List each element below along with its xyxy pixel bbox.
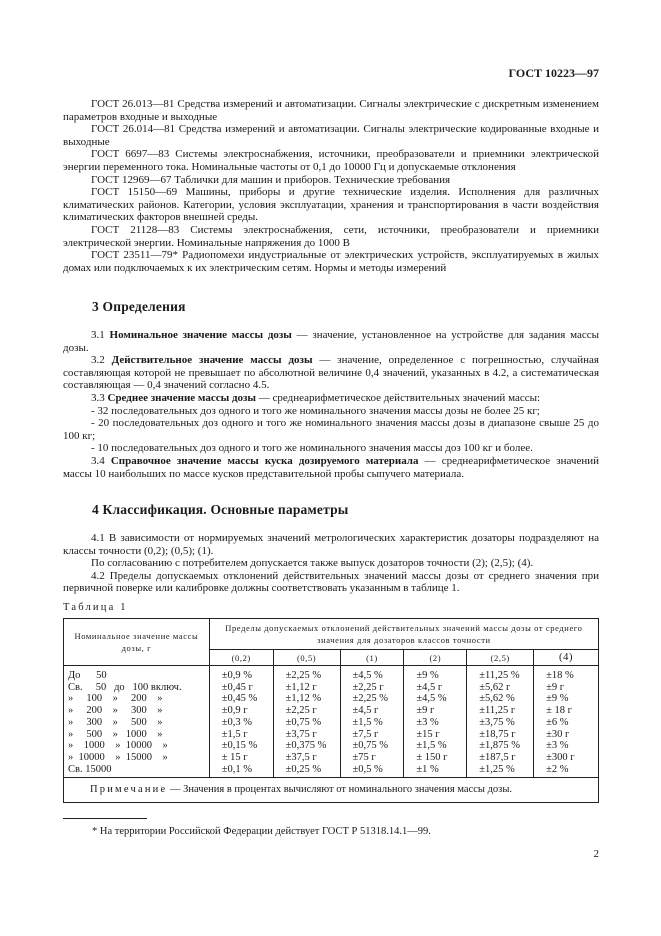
reference-item: ГОСТ 23511—79* Радиопомехи индустриальные от электрических устройств, эксплуатируемых в жилых домах или подключаемых к их электрическим сетям. Нормы и методы измерений [63, 249, 599, 274]
value-cell: ±1,25 % [479, 763, 515, 775]
value-cell: ± 18 г [546, 705, 572, 717]
value-cell: ±300 г [546, 751, 575, 763]
value-cell: ±7,5 г [352, 728, 379, 740]
value-cell: ±3 % [416, 716, 439, 728]
table-row: » 10000 » 15000 » [68, 751, 168, 763]
reference-item: ГОСТ 21128—83 Системы электроснабжения, сети, источники, преобразователи и приемники электрической энергии. Номинальные напряжения до 1000 В [63, 223, 599, 249]
value-cell: ±9 % [546, 693, 569, 705]
list-item: - 32 последовательных доз одного и того же номинального значения массы дозы не более 25 кг; [91, 404, 540, 417]
list-item: - 10 последовательных доз одного и того же номинального значения массы доз 100 кг и более. [91, 442, 533, 455]
value-cell: ±3,75 г [285, 728, 317, 740]
definition-3-3 [63, 392, 599, 405]
class-0-2-values [209, 666, 273, 778]
table-row: Св. 15000 [68, 763, 112, 775]
nominal-mass-cell [64, 666, 210, 778]
definition-3-2 [63, 354, 599, 392]
value-cell: ±4,5 г [352, 705, 379, 717]
paragraph-4-2: 4.2 Пределы допускаемых отклонений действительных значений массы дозы от среднего значения при первичной поверке или калибровке должны соответствовать указанным в таблице 1. [63, 569, 599, 595]
value-cell: ±9 г [416, 705, 435, 717]
value-cell: ±0,3 % [221, 716, 253, 728]
definition-text: — значение, установленное на устройстве для задания массы дозы. [63, 329, 600, 354]
table-row: » 200 » 300 » [68, 705, 163, 717]
value-cell: ± 15 г [221, 751, 248, 763]
value-cell: ±5,62 % [479, 693, 515, 705]
value-cell: ±0,9 г [221, 705, 248, 717]
class-2-5-values [467, 666, 534, 778]
value-cell: ±1,5 % [352, 716, 383, 728]
definition-text: — среднеарифметическое действительных значений массы: [256, 391, 541, 404]
footnote: * На территории Российской Федерации действует ГОСТ Р 51318.14.1—99. [92, 826, 431, 837]
class-4-values [534, 666, 599, 778]
footnote-divider [63, 818, 147, 819]
table-header-row [64, 619, 599, 650]
table-row: » 100 » 200 » [68, 693, 163, 705]
table-row: Св. 50 до 100 включ. [68, 681, 182, 693]
value-cell: ±2,25 % [285, 670, 322, 681]
paragraph-4-1-note: По согласованию с потребителем допускается также выпуск дозаторов точности (2); (2,5); (4). [91, 557, 534, 570]
table-row: » 500 » 1000 » [68, 728, 163, 740]
table-label: Таблица 1 [63, 602, 128, 613]
value-cell: ±0,25 % [285, 763, 322, 775]
class-header: (4) [534, 650, 599, 666]
value-cell: ±0,45 г [221, 681, 253, 693]
section-4-title: 4 Классификация. Основные параметры [92, 502, 349, 517]
value-cell: ±18 % [546, 670, 574, 681]
table-body-row [64, 666, 599, 778]
class-0-5-values [273, 666, 340, 778]
note-label: Примечание [90, 784, 168, 796]
clause-number: 3.3 [91, 391, 108, 404]
value-cell: ±0,9 % [221, 670, 253, 681]
value-cell: ±1,5 г [221, 728, 248, 740]
value-cell: ±5,62 г [479, 681, 511, 693]
value-cell: ±1,12 г [285, 681, 317, 693]
value-cell: ±0,75 % [352, 740, 389, 752]
defined-term: Действительное значение массы дозы [111, 354, 313, 367]
reference-item: ГОСТ 26.014—81 Средства измерений и автоматизации. Сигналы электрические кодированные входные и выходные [63, 123, 599, 148]
value-cell: ±75 г [352, 751, 376, 763]
reference-item: ГОСТ 12969—67 Таблички для машин и приборов. Технические требования [91, 173, 451, 186]
value-cell: ±18,75 г [479, 728, 516, 740]
class-2-values [404, 666, 467, 778]
defined-term: Среднее значение массы дозы [107, 391, 257, 404]
value-cell: ± 150 г [416, 751, 448, 763]
paragraph-4-1: 4.1 В зависимости от нормируемых значений метрологических характеристик дозаторы подразделяют на классы точности (0,2); (0,5); (1). [63, 532, 599, 557]
section-3-title: 3 Определения [92, 299, 186, 314]
definition-3-1 [63, 329, 599, 354]
tolerance-table [63, 618, 599, 803]
value-cell: ±2,25 г [285, 705, 317, 717]
value-cell: ±37,5 г [285, 751, 317, 763]
class-header: (2) [404, 650, 467, 666]
document-code-header: ГОСТ 10223—97 [508, 66, 599, 80]
value-cell: ±0,375 % [285, 740, 327, 752]
value-cell: ±3 % [546, 740, 569, 752]
table-row: » 300 » 500 » [68, 716, 163, 728]
value-cell: ±1,5 % [416, 740, 447, 752]
value-cell: ±11,25 % [479, 670, 520, 681]
class-header: (2,5) [467, 650, 534, 666]
reference-item: ГОСТ 26.013—81 Средства измерений и автоматизации. Сигналы электрические с дискретным изменением параметров входные и выходные [63, 98, 599, 123]
value-cell: ±2 % [546, 763, 569, 775]
value-cell: ±9 % [416, 670, 439, 681]
tolerance-group-header: Пределы допускаемых отклонений действительных значений массы дозы от среднего значения для дозаторов классов точности [209, 619, 598, 650]
value-cell: ±4,5 г [416, 681, 443, 693]
page-number: 2 [593, 848, 599, 860]
value-cell: ±0,1 % [221, 763, 253, 775]
clause-number: 3.2 [91, 354, 112, 367]
value-cell: ±0,15 % [221, 740, 258, 752]
table-note-row [64, 778, 599, 803]
value-cell: ±3,75 % [479, 716, 515, 728]
nominal-mass-column-header: Номинальное значение массы дозы, г [64, 619, 210, 666]
table-note [64, 778, 599, 803]
reference-item: ГОСТ 6697—83 Системы электроснабжения, источники, преобразователи и приемники электрической энергии переменного тока. Номинальные частоты от 0,1 до 10000 Гц и допускаемые отклонения [63, 148, 599, 173]
value-cell: ±4,5 % [416, 693, 447, 705]
table-row: » 1000 » 10000 » [68, 740, 168, 752]
value-cell: ±9 г [546, 681, 565, 693]
class-1-values [340, 666, 404, 778]
list-item: - 20 последовательных доз одного и того же номинального значения массы дозы в диапазоне свыше 25 до 100 кг; [63, 417, 599, 442]
clause-number: 3.1 [91, 329, 110, 341]
value-cell: ±1,875 % [479, 740, 521, 752]
value-cell: ±187,5 г [479, 751, 516, 763]
section-3-body [63, 329, 599, 480]
reference-item: ГОСТ 15150—69 Машины, приборы и другие технические изделия. Исполнения для различных климатических районов. Категории, условия эксплуатации, хранения и транспортирования в части воздействия климатических факторов внешней среды. [63, 186, 599, 224]
clause-number: 3.4 [91, 454, 111, 467]
defined-term: Номинальное значение массы дозы [109, 329, 292, 341]
value-cell: ±0,75 % [285, 716, 322, 728]
value-cell: ±4,5 % [352, 670, 383, 681]
value-cell: ±1,12 % [285, 693, 322, 705]
note-text: — Значения в процентах вычисляют от номинального значения массы дозы. [167, 784, 513, 796]
value-cell: ±30 г [546, 728, 570, 740]
class-header: (1) [340, 650, 404, 666]
value-cell: ±2,25 г [352, 681, 384, 693]
value-cell: ±1 % [416, 763, 439, 775]
value-cell: ±6 % [546, 716, 569, 728]
section-4-body [63, 532, 599, 595]
value-cell: ±0,45 % [221, 693, 258, 705]
definition-text: — значение, определенное с погрешностью, случайная составляющая которой не превышает по абсолютной величине 0,4 значений, указанных в 4.2, а систематическая составляющая — 0,4 значений согласно 4.5. [63, 354, 599, 392]
class-header: (0,5) [273, 650, 340, 666]
normative-references [63, 98, 599, 274]
class-header: (0,2) [209, 650, 273, 666]
value-cell: ±2,25 % [352, 693, 389, 705]
value-cell: ±15 г [416, 728, 440, 740]
table-row: До 50 [68, 670, 107, 681]
definition-3-4 [63, 455, 599, 480]
value-cell: ±0,5 % [352, 763, 383, 775]
definition-text: — среднеарифметическое значений массы 10 наибольших по массе кусков представительной пробы сыпучего материала. [63, 454, 599, 480]
defined-term: Справочное значение массы куска дозируемого материала [110, 454, 419, 467]
value-cell: ±11,25 г [479, 705, 516, 717]
